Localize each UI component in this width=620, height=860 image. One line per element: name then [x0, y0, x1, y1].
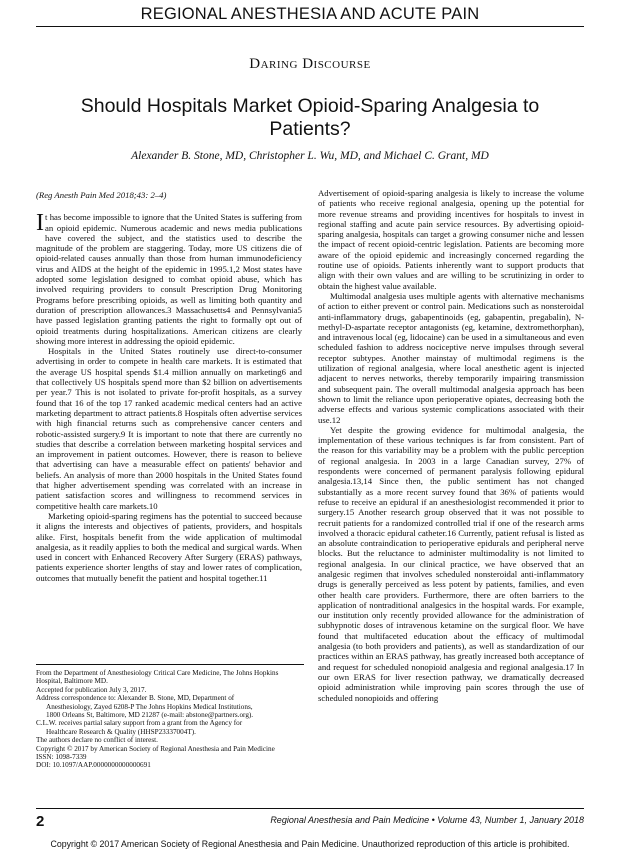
page-footer [36, 808, 584, 830]
footnote-issn: ISSN: 1098-7339 [36, 753, 87, 762]
footnotes [36, 664, 304, 770]
article-citation: (Reg Anesth Pain Med 2018;43: 2–4) [36, 190, 167, 200]
body-paragraph: Hospitals in the United States routinely use direct-to-consumer advertising in order to compete in health care markets. It is estimated that the average US hospital spends $1.4 million annually on marketing6 and that collectively US hospitals spend more than $2 billion on advertisements per year.7 This is not isolated to private for-profit hospitals, as a survey found that 16 of the top 17 ranked academic medical centers had an active marketing department to attract patients.8 Hospitals often advertise services with high financial returns such as comprehensive cancer centers and robotic-assisted surgery.9 It is important to note that there are currently no studies that describe a correlation between marketing hospital services and an improvement in patient outcomes. However, there is reason to believe that advertising can have a measurable effect on patients' behavior and beliefs. An analysis of more than 2000 hospitals in the United States found that higher advertisement spending was correlated with an increase in patient satisfaction scores and willingness to recommend services in competitive health care markets.10 [36, 346, 302, 511]
article-kicker: Daring Discourse [249, 56, 371, 72]
copyright-notice: Copyright © 2017 American Society of Regional Anesthesia and Pain Medicine. Unauthorized reproduction of this article is prohibited. [50, 839, 570, 849]
section-header: REGIONAL ANESTHESIA AND ACUTE PAIN [36, 2, 584, 27]
footnote-conflict: The authors declare no conflict of interest. [36, 736, 158, 745]
drop-cap: I [36, 210, 44, 237]
left-column [36, 190, 302, 583]
article-authors: Alexander B. Stone, MD, Christopher L. Wu, MD, and Michael C. Grant, MD [131, 150, 489, 162]
footnote-affiliation: From the Department of Anesthesiology Critical Care Medicine, The Johns Hopkins Hospital, Baltimore MD. [36, 669, 279, 686]
footnote-correspondence-line: Anesthesiology, Zayed 6208-P The Johns Hopkins Medical Institutions, [46, 702, 253, 711]
paragraph-text: t has become impossible to ignore that the United States is suffering from an opioid epidemic. Numerous academic and news media publications have covered the subject, and the statistics used to describe the magnitude of the problem are staggering. Today, more US citizens die of opioid-related causes annually than those from human immunodeficiency virus and AIDS at the height of the epidemic in 1995.1,2 Most states have adopted some legislation designed to combat opioid abuse, which has involved requiring providers to consult Prescription Drug Monitoring Programs before prescribing opioids, as well as limiting both quantity and duration of prescription allowances.3 Massachusetts4 and Pennsylvania5 have passed legislation granting patients the right to formally opt out of opioid treatments during hospitalizations. American citizens are clearly showing more interest in addressing the opioid epidemic. [36, 212, 302, 346]
footnote-funding-line: Healthcare Research & Quality (HHSP23337004T). [46, 727, 196, 736]
body-paragraph: Multimodal analgesia uses multiple agents with alternative mechanisms of action to either prevent or control pain. Medications such as nonsteroidal anti-inflammatory drugs, gabapentinoids (eg, gabapentin, pregabalin), N-methyl-D-aspartate receptor antagonists (eg, ketamine, dextromethorphan), and intravenous local (eg, lidocaine) can be used in a simultaneous and even scheduled fashion to address nociceptive nerve impulses through several receptor subtypes. Another mainstay of multimodal regimens is the utilization of regional analgesia, where local anesthetic agent is injected adjacent to nerves networks, thereby temporarily impairing transmission and subsequent pain. The overall multimodal analgesia approach has been shown to limit the reliance upon perioperative opiates, decreasing both the adverse effects and various systemic complications associated with their use.12 [318, 290, 584, 425]
journal-info: Regional Anesthesia and Pain Medicine • Volume 43, Number 1, January 2018 [270, 815, 584, 825]
body-paragraph: Advertisement of opioid-sparing analgesia is likely to increase the volume of patients who receive regional analgesia, opening up the potential for more revenue streams and providing incentives for hospitals to invest in regional staffing and acute pain service resources. By advertising opioid-sparing analgesia, hospitals can target a growing consumer niche and lessen the impact of recent opioid-centric legislation. Patients are becoming more aware of the opioid epidemic and increasingly concerned regarding the routine use of opioids. Patients inherently want to support products that align with their own values and are willing to be scrutinizing in order to obtain the highest value available. [318, 188, 584, 291]
footnote-doi: DOI: 10.1097/AAP.0000000000000691 [36, 761, 151, 770]
footnote-correspondence-line: 1800 Orleans St, Baltimore, MD 21287 (e-mail: abstone@partners.org). [46, 711, 254, 720]
page-number: 2 [36, 813, 45, 830]
right-column [318, 188, 584, 703]
footnote-correspondence: Address correspondence to: Alexander B. Stone, MD, Department of [36, 694, 235, 703]
footnote-copyright: Copyright © 2017 by American Society of Regional Anesthesia and Pain Medicine [36, 744, 275, 753]
footnote-accepted: Accepted for publication July 3, 2017. [36, 685, 147, 694]
body-paragraph: Yet despite the growing evidence for multimodal analgesia, the implementation of these various techniques is far from consistent. Part of the reason for this variability may be a problem with the public perception of regional analgesia. In 2003 in a large Canadian survey, 27% of respondents were concerned of permanent paralysis following epidural analgesia.13,14 Since then, the public sentiment has not changed substantially as a more recent survey found that 36% of patients would refuse to receive an epidural if an anesthesiologist recommended it prior to surgery.15 Another research group observed that it was not possible to recruit patients for a randomized controlled trial if one of the research arms involved a thoracic epidural catheter.16 Currently, patient refusal is listed as an absolute contraindication to perioperative epidurals and peripheral nerve blocks. But the reluctance to administer multimodality is not limited to regional analgesia. In our clinical practice, we have observed that an analgesic regimen that involves scheduled nonsteroidal anti-inflammatory drugs is generally perceived as less potent by patients, families, and even other health care providers. Furthermore, there are often barriers to the application of nontraditional analgesics in the hospital wards. For example, our institution only recently provided allowance for the administration of subhypnotic doses of intravenous ketamine on the surgical floor. We have found that multifaceted education about the efficacy of multimodal analgesia (to both providers and patients), as well as standardization of our practices within an ERAS pathway, has greatly increased both acceptance of and request for scheduled nonopioid analgesia and regional analgesia.17 In our own ERAS for liver resection pathway, we dramatically decreased opioid administration while improving pain scores through the use of scheduled nonopioids and offering [318, 424, 584, 703]
body-paragraph [36, 212, 302, 346]
footnote-funding: C.L.W. receives partial salary support from a grant from the Agency for [36, 719, 243, 728]
article-title: Should Hospitals Market Opioid-Sparing Analgesia to Patients? [80, 95, 540, 140]
body-paragraph: Marketing opioid-sparing regimens has the potential to succeed because it aligns the interests and objectives of patients, providers, and hospitals alike. First, hospitals benefit from the wide application of multimodal analgesia, as it readily applies to both the medical and surgical wards. When used in concert with Enhanced Recovery After Surgery (ERAS) pathways, patients experience shorter lengths of stay and lower rates of complication, outcomes that mutually benefit the patient and hospital together.11 [36, 510, 302, 583]
